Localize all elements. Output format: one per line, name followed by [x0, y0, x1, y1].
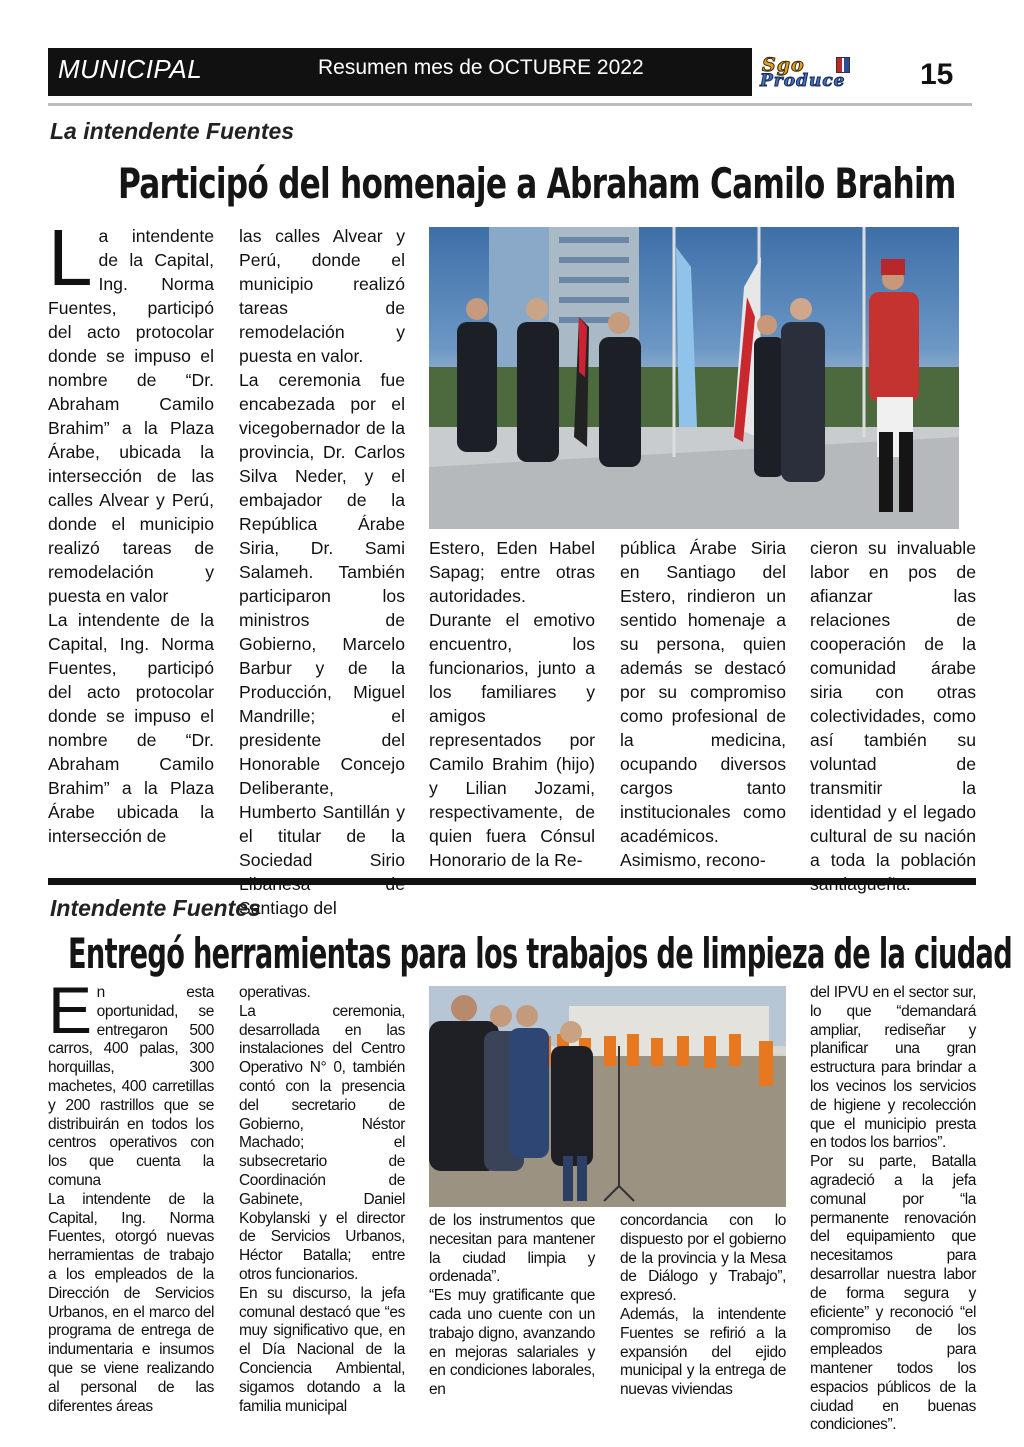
article1-col2-paragraph-2: La ceremonia fue encabezada por el vicegobernador de la provincia, Dr. Carlos Silva Neder, y el embajador de la República Árabe Siria, Dr. Sami Salameh. También participaron los ministros de Gobierno, Marcelo Barbur y de la Producción, Miguel Mandrille; el presidente del Honorable Concejo Deliberante, Humberto Santillán y el titular de la Sociedad Sirio Santiago del	[239, 370, 405, 918]
article1-col2-paragraph: las calles Alvear y Perú, donde el municipio realizó tareas de remodelación y puesta en valor.	[239, 226, 405, 366]
article2-photo	[429, 986, 786, 1207]
article1-photo	[429, 227, 959, 529]
article-divider	[48, 878, 976, 885]
article2-col5-paragraph-2: Por su parte, Batalla agradeció a la jefa comunal por “la permanente renovación del equipamiento que necesitamos para desarrollar nuestra labor de forma segura y eficiente” y reconoció “el compromiso de los empleados para mantener todos los espacios públicos de la ciudad en buenas condiciones”.	[810, 1153, 976, 1434]
article2-col2-paragraph: operativas.	[239, 984, 311, 1001]
article2-column-4	[620, 1212, 786, 1400]
article1-col1-paragraph-2: La intendente de la Capital, Ing. Norma Fuentes, participó del acto protocolar donde se impuso el nombre de “Dr. Abraham Camilo Brahim” a la Plaza Árabe ubicada la intersección de	[48, 610, 214, 846]
article2-column-3	[429, 1212, 595, 1400]
sgo-produce-logo	[760, 54, 900, 92]
article1-column-2	[239, 224, 405, 920]
article1-col1-paragraph: a intendente de la Capital, Ing. Norma Fuentes, participó del acto protocolar donde se impuso el nombre de “Dr. Abraham Camilo Brahim” a la Plaza Árabe, ubicada la intersección de las calles Alvear y Perú, donde el municipio realizó tareas de remodelación y puesta en valor	[48, 226, 214, 606]
article2-col3-paragraph-2: “Es muy gratificante que cada uno cuente con un trabajo digno, avanzando en mejoras salariales y en condiciones laborales, en	[429, 1287, 595, 1399]
article1-column-3	[429, 536, 595, 872]
article2-col3-paragraph: de los instrumentos que necesitan para mantener la ciudad limpia y ordenada”.	[429, 1212, 595, 1286]
article2-col2-paragraph-3: En su discurso, la jefa comunal destacó que “es muy significativo que, en el Día Nacional de la Conciencia Ambiental, sigamos dotando a la familia municipal	[239, 1284, 405, 1415]
tools-delivery-photo-illustration	[429, 986, 786, 1207]
article1-headline: Participó del homenaje a Abraham Camilo Brahim	[118, 160, 956, 209]
article2-col1-paragraph: n esta oportunidad, se entregaron 500 carros, 400 palas, 300 horquillas, 300 machetes, 400 carretillas y 200 rastrillos que se distribuirán en todos los centros operativos con los que cuenta la comuna	[48, 984, 214, 1189]
logo-text-top: Sgo	[762, 54, 805, 76]
article2-headline: Entregó herramientas para los trabajos de limpieza de la ciudad	[68, 930, 1012, 979]
article2-column-1	[48, 973, 214, 1416]
page-number: 15	[920, 58, 954, 91]
header-rule	[48, 103, 972, 106]
article1-col4-paragraph: pública Árabe Siria en Santiago del Estero, rindieron un sentido homenaje a su persona, quien además se destacó por su compromiso como profesional de la medicina, ocupando diversos cargos tanto institucionales como académicos.	[620, 538, 786, 846]
ceremony-photo-illustration	[429, 227, 959, 529]
article1-col5-paragraph: cieron su invaluable labor en pos de afianzar las relaciones de cooperación de la comunidad árabe siria con otras colectividades, como así también su voluntad de transmitir la identidad y el legado cultural de su nación a toda la población	[810, 538, 976, 870]
logo-text-bottom: Produce	[760, 71, 846, 91]
issue-summary: Resumen mes de OCTUBRE 2022	[318, 56, 644, 79]
article1-column-4	[620, 536, 786, 872]
section-title: MUNICIPAL	[58, 54, 203, 84]
article2-col4-paragraph-2: Además, la intendente Fuentes se refirió a la expansión del ejido municipal y la entrega de nuevas viviendas	[620, 1305, 786, 1399]
article2-col1-paragraph-2: La intendente de la Capital, Ing. Norma Fuentes, otorgó nuevas herramientas de trabajo a los empleados de la Dirección de Servicios Urbanos, en el marco del programa de entrega de indumentaria e insumos que se viene realizando al personal de las diferentes áreas	[48, 1190, 214, 1415]
article1-col3-paragraph: Estero, Eden Habel Sapag; entre otras autoridades.	[429, 538, 595, 606]
article1-col3-paragraph-2: Durante el emotivo encuentro, los funcionarios, junto a los familiares y amigos representados por Camilo Brahim (hijo) y Lilian Jozami, respectivamente, de quien fuera Cónsul Honorario de la Re-	[429, 610, 595, 870]
article1-column-5	[810, 536, 976, 896]
article2-col5-paragraph: del IPVU en el sector sur, lo que “demandará ampliar, rediseñar y planificar una gran estructura para brindar a los vecinos los servicios de higiene y recolección que el municipio presta en todos los barrios”.	[810, 984, 976, 1152]
article1-dropcap: L	[48, 213, 93, 302]
article2-kicker: Intendente Fuentes	[50, 895, 261, 921]
article2-dropcap: E	[48, 973, 92, 1047]
article1-kicker: La intendente Fuentes	[50, 118, 295, 144]
article2-col4-paragraph: concordancia con lo dispuesto por el gobierno de la provincia y la Mesa de Diálogo y Trabajo”, expresó.	[620, 1212, 786, 1305]
article2-col2-paragraph-2: La ceremonia, desarrollada en las instalaciones del Centro Operativo N° 0, también contó con la presencia del secretario de Gobierno, Néstor Machado; el subsecretario de Coordinación de Gabinete, Daniel Kobylanski y el director de Servicios Urbanos, Héctor Batalla; entre otros funcionarios.	[239, 1002, 405, 1283]
article1-column-1	[48, 213, 214, 848]
article2-column-2	[239, 984, 405, 1416]
article1-col4-paragraph-2: Asimismo, recono-	[620, 850, 766, 870]
article2-column-5	[810, 984, 976, 1435]
